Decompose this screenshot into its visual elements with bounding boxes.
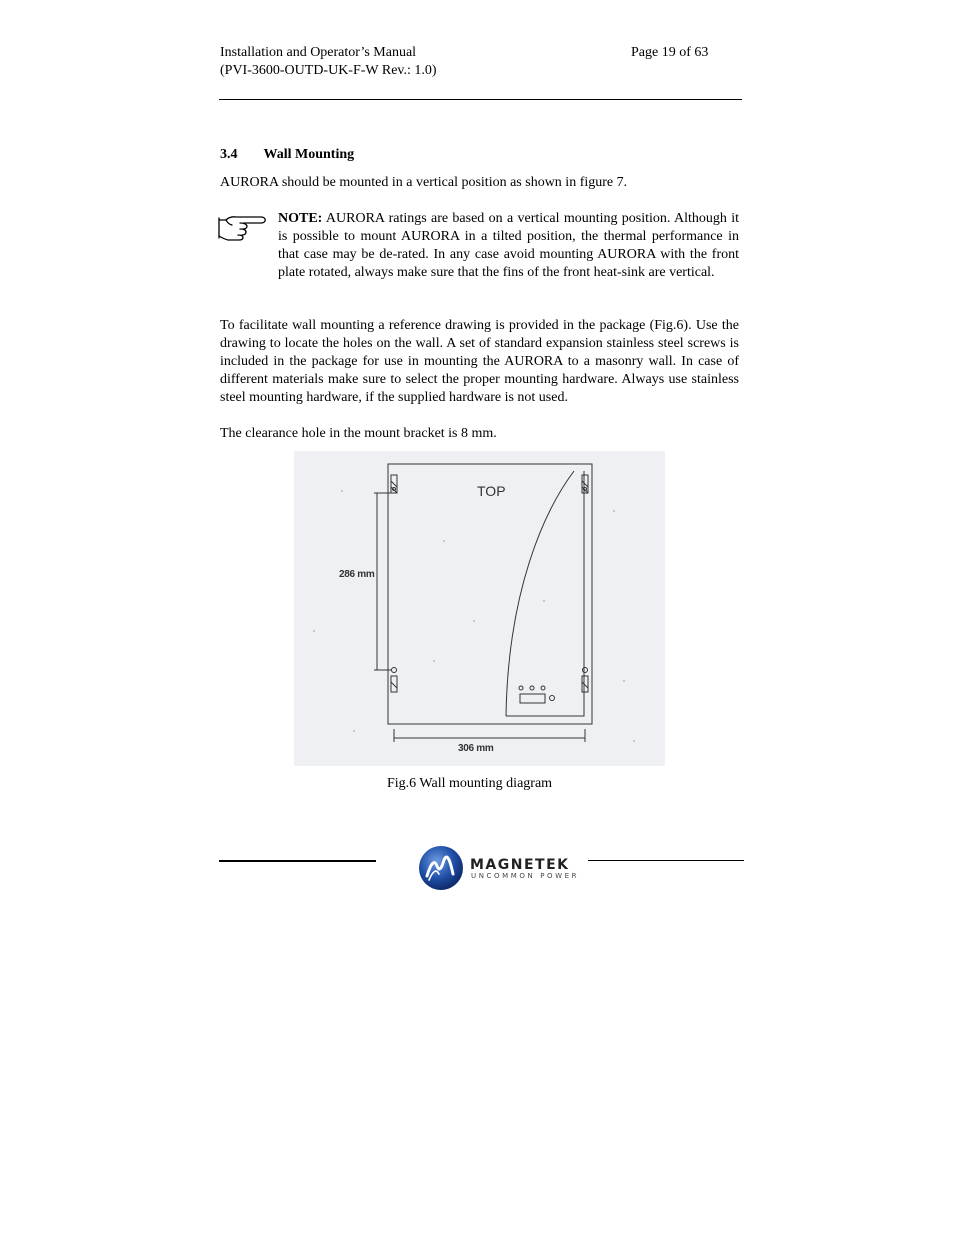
inverter-plate-edge [506, 471, 584, 716]
mounting-template-outline [388, 464, 592, 724]
height-dimension-label: 286 mm [339, 569, 375, 580]
document-code: (PVI-3600-OUTD-UK-F-W Rev.: 1.0) [220, 63, 437, 78]
brand-name: MAGNETEK [470, 857, 570, 873]
intro-text: AURORA should be mounted in a vertical position as shown in figure 7. [220, 175, 628, 190]
mounting-paragraph: To facilitate wall mounting a reference drawing is provided in the package (Fig.6). Use the drawing to locate the holes on the wall. A set of standard expansion stainless steel screws is included in the package for use in mounting the AURORA to a masonry wall. In case of different materials make sure to select the proper mounting hardware. Always use stainless steel mounting hardware, if the supplied hardware is not used. [220, 318, 739, 405]
section-heading [220, 147, 354, 163]
section-number: 3.4 [220, 147, 238, 162]
note-label: NOTE: [278, 211, 323, 226]
top-label: TOP [477, 483, 506, 499]
clearance-text: The clearance hole in the mount bracket is 8 mm. [220, 426, 497, 441]
wall-mounting-diagram [294, 451, 665, 766]
note-block [278, 210, 739, 282]
page-number: Page 19 of 63 [631, 45, 709, 60]
width-dimension-label: 306 mm [458, 743, 494, 754]
heat-sink-curve [506, 471, 574, 716]
manual-title: Installation and Operator’s Manual [220, 45, 417, 60]
figure-caption: Fig.6 Wall mounting diagram [387, 776, 553, 791]
pointing-hand-icon [216, 212, 268, 242]
footer-rule-left [219, 860, 376, 862]
note-text: AURORA ratings are based on a vertical mounting position. Although it is possible to mount AURORA in a tilted position, the thermal performance in that case may be de-rated. In any case avoid mounting AURORA with the front plate rotated, always make sure that the fins of the front heat-sink are vertical. [278, 211, 739, 280]
footer-rule-right [588, 860, 744, 861]
brand-tagline: UNCOMMON POWER [471, 872, 580, 880]
magnetek-logo-icon [417, 844, 465, 892]
header-rule [219, 99, 742, 100]
section-title: Wall Mounting [263, 147, 355, 162]
